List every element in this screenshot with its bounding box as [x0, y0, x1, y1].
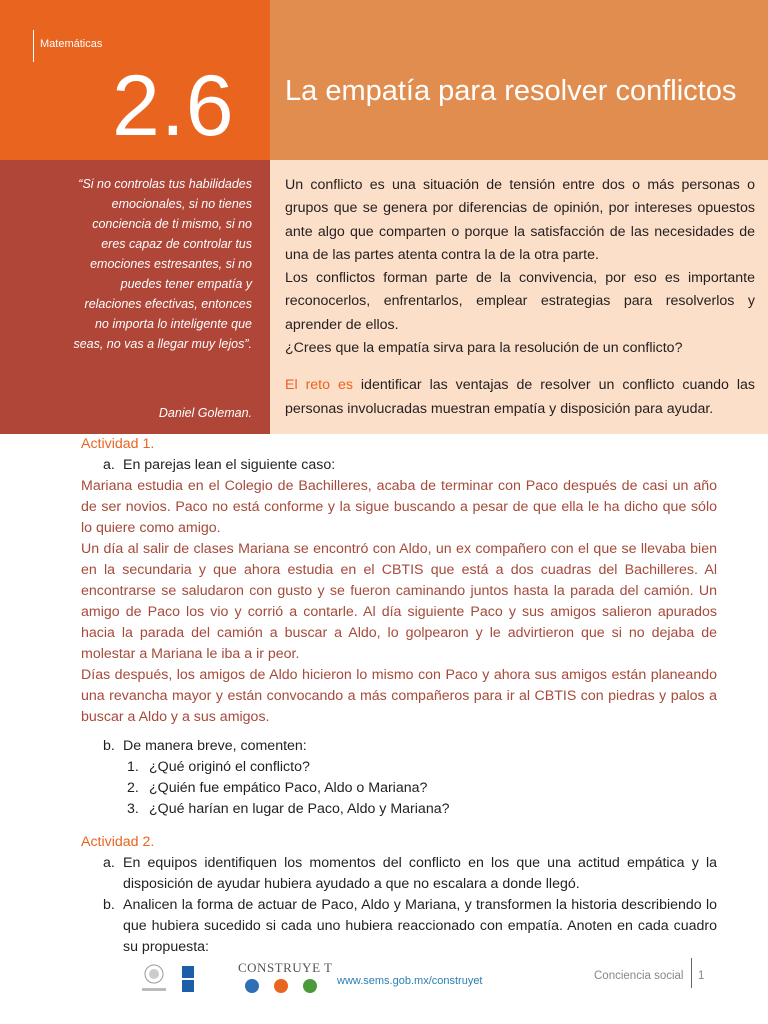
question-text: ¿Quién fue empático Paco, Aldo o Mariana?: [149, 780, 428, 796]
chapter-title: La empatía para resolver conflictos: [285, 75, 737, 107]
challenge-label: El reto es: [285, 377, 353, 394]
list-marker: 2.: [127, 780, 139, 796]
intro-paragraph-3: ¿Crees que la empatía sirva para la resolución de un conflicto?: [285, 340, 683, 357]
footer-section-label: Conciencia social: [594, 970, 684, 982]
quote-panel: [0, 160, 270, 434]
intro-paragraph-1: Un conflicto es una situación de tensión entre dos o más personas o grupos que se genera por diferencias de opinión, por intereses opuestos ante algo que comparten o porque la satisfacción de las necesidades de una de las partes atenta contra la de la otra parte.: [285, 177, 755, 263]
quote-text: “Si no controlas tus habilidades emocionales, si no tienes conciencia de ti mismo, si no eres capaz de controlar tus emociones estresantes, si no puedes tener empatía y relaciones efectivas, entonces no importa lo inteligente que seas, no vas a llegar muy lejos”.: [73, 177, 252, 351]
activity-2-item-b: [81, 895, 717, 958]
story-paragraph: Mariana estudia en el Colegio de Bachilleres, acaba de terminar con Paco después de casi un año de ser novios. Paco no está conforme y la sigue buscando a pesar de que ella le ha dicho que sólo lo quiere como amigo.: [81, 478, 717, 536]
question-text: ¿Qué harían en lugar de Paco, Aldo y Mariana?: [149, 801, 450, 817]
list-item-text: Analicen la forma de actuar de Paco, Aldo y Mariana, y transformen la historia describiendo lo que hubiera sucedido si cada uno hubiera reaccionado con empatía. Anoten en cada cuadro su propuesta:: [123, 897, 717, 955]
intro-panel: [270, 160, 768, 434]
story-paragraph: Un día al salir de clases Mariana se encontró con Aldo, un ex compañero con el que se llevaba bien en la secundaria y que ahora estudia en el CBTIS que está a dos cuadras del Bachilleres. Al encontrarse se saludaron con gusto y se fueron caminando juntos hasta la parada del camión. Un amigo de Paco los vio y corrió a contarle. Al día siguiente Paco y sus amigos salieron apurados hacia la parada del camión a buscar a Aldo, lo golpearon y le advirtieron que si no dejaba de molestar a Mariana le iba a ir peor.: [81, 541, 717, 662]
footer-logos: [140, 962, 230, 1007]
activities-section: [81, 434, 717, 958]
story-paragraph: Días después, los amigos de Aldo hicieron lo mismo con Paco y ahora sus amigos están planeando una revancha mayor y están convocando a más compañeros para ir al CBTIS con piedras y palos a buscar a Aldo y a sus amigos.: [81, 667, 717, 725]
chapter-number: 2.6: [112, 58, 235, 154]
challenge-paragraph: [285, 374, 755, 421]
footer-divider: [691, 958, 692, 988]
activity-1-item-a: [81, 455, 717, 476]
question-text: ¿Qué originó el conflicto?: [149, 759, 310, 775]
subject-label: Matemáticas: [40, 38, 103, 50]
list-marker: 3.: [127, 801, 139, 817]
list-item-text: En equipos identifiquen los momentos del conflicto en los que una actitud empática y la disposición de ayudar hubiera ayudado a que no escalara a donde llegó.: [123, 855, 717, 892]
footer-url-link[interactable]: www.sems.gob.mx/construyet: [337, 975, 483, 987]
list-marker: a.: [103, 457, 115, 473]
page-number: 1: [698, 970, 705, 982]
quote-author: Daniel Goleman.: [158, 406, 252, 420]
question-item: [81, 778, 717, 799]
construye-t-brand: CONSTRUYE T: [238, 960, 333, 975]
list-item-text: En parejas lean el siguiente caso:: [123, 457, 336, 473]
challenge-text: identificar las ventajas de resolver un conflicto cuando las personas involucradas muestran empatía y disposición para ayudar.: [285, 377, 755, 417]
undp-logo-icon: [182, 966, 194, 992]
conoce-t-icon: [245, 979, 259, 993]
activity-2-title: Actividad 2.: [81, 834, 155, 850]
list-marker: a.: [103, 855, 115, 871]
sep-seal-icon: [142, 965, 166, 991]
activity-1-item-b: [81, 736, 717, 757]
list-marker: 1.: [127, 759, 139, 775]
list-marker: b.: [103, 897, 115, 913]
activity-1-title: Actividad 1.: [81, 436, 155, 452]
elige-t-icon: [303, 979, 317, 993]
activity-2-item-a: [81, 853, 717, 895]
construye-t-dimension-icons: [242, 976, 322, 998]
relacionate-icon: [274, 979, 288, 993]
list-item-text: De manera breve, comenten:: [123, 738, 307, 754]
subject-divider: [33, 30, 34, 62]
question-item: [81, 799, 717, 820]
list-marker: b.: [103, 738, 115, 754]
intro-text: [285, 174, 755, 421]
question-item: [81, 757, 717, 778]
intro-paragraph-2: Los conflictos forman parte de la convivencia, por eso es importante reconocerlos, enfrentarlos, emplear estrategias para resolverlos y aprender de ellos.: [285, 270, 755, 333]
